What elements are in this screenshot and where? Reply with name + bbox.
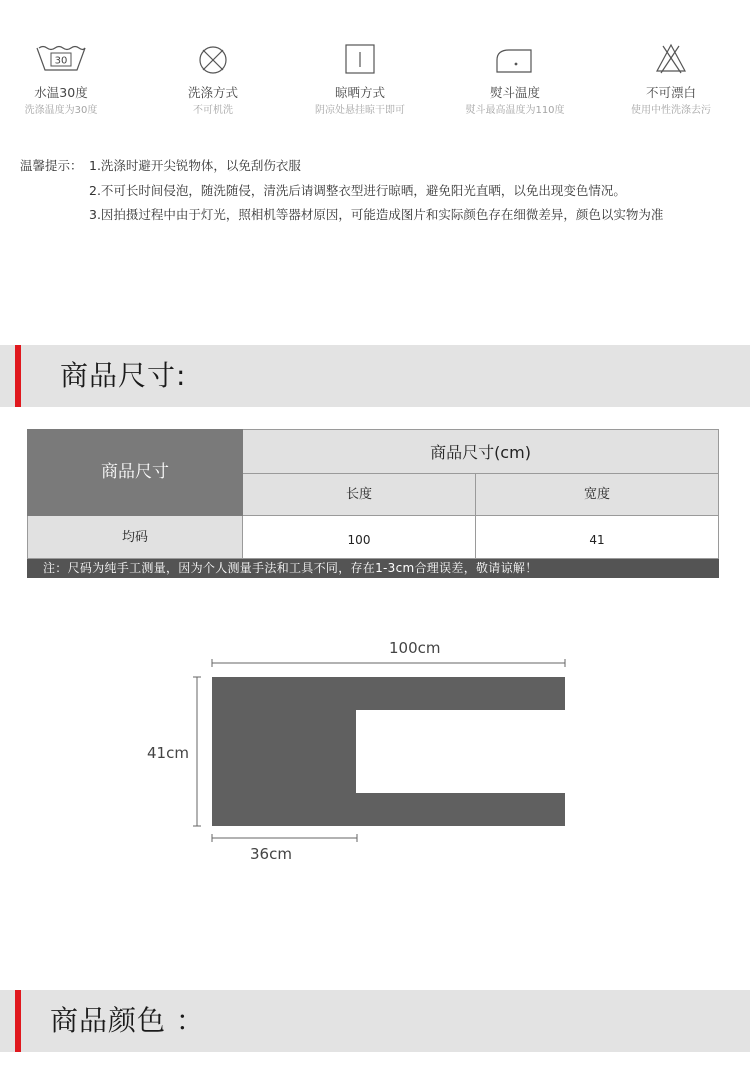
- care-item-iron: [440, 40, 590, 117]
- table-row-header: 商品尺寸: [27, 429, 243, 516]
- care-subtitle: 熨斗最高温度为110度: [465, 105, 565, 116]
- care-title: 洗涤方式: [187, 85, 238, 100]
- width-label: 100cm: [389, 639, 441, 657]
- height-label: 41cm: [147, 744, 189, 762]
- tips-heading: 温馨提示：: [20, 158, 83, 173]
- care-item-bleach: [596, 40, 746, 117]
- care-subtitle: 洗涤温度为30度: [24, 105, 98, 116]
- care-title: 熨斗温度: [489, 85, 540, 100]
- table-cell: 100: [243, 516, 476, 559]
- tips-line: 1.洗涤时避开尖锐物体，以免刮伤衣服: [89, 158, 301, 173]
- section-header-color: [0, 990, 750, 1052]
- size-diagram-shape: [0, 620, 750, 880]
- care-title: 水温30度: [34, 85, 88, 100]
- care-subtitle: 阴凉处悬挂晾干即可: [315, 105, 405, 116]
- section-title: 商品尺寸:: [60, 359, 187, 392]
- size-table: [27, 429, 719, 559]
- accent-stripe: [15, 990, 21, 1052]
- inner-width-label: 36cm: [250, 845, 292, 863]
- section-title: 商品颜色 ：: [50, 1004, 205, 1037]
- table-row-label: 均码: [27, 516, 243, 559]
- care-item-drying: [285, 40, 435, 117]
- table-column-header: 宽度: [476, 474, 719, 516]
- care-subtitle: 不可机洗: [193, 105, 233, 116]
- care-subtitle: 使用中性洗涤去污: [631, 105, 711, 116]
- drip-dry-icon: [330, 40, 390, 74]
- table-group-header: 商品尺寸(cm): [243, 429, 719, 474]
- tips-line: 3.因拍摄过程中由于灯光，照相机等器材原因，可能造成图片和实际颜色存在细微差异，颜色以实物为准: [89, 207, 664, 222]
- accent-stripe: [15, 345, 21, 407]
- table-column-header: 长度: [243, 474, 476, 516]
- table-note: 注：尺码为纯手工测量，因为个人测量手法和工具不同，存在1-3cm合理误差，敬请谅解！: [27, 559, 719, 578]
- section-header-size: [0, 345, 750, 407]
- wash-30-icon: [31, 40, 91, 74]
- iron-icon: [485, 40, 545, 74]
- care-title: 不可漂白: [645, 85, 696, 100]
- care-item-wash-method: [138, 40, 288, 117]
- care-item-water-temp: [0, 40, 136, 117]
- wash-temp-label: 30: [54, 55, 68, 67]
- table-cell: 41: [476, 516, 719, 559]
- care-title: 晾晒方式: [334, 85, 385, 100]
- no-machine-wash-icon: [183, 40, 243, 74]
- tips-line: 2.不可长时间侵泡，随洗随侵，清洗后请调整衣型进行晾晒，避免阳光直晒，以免出现变色情况。: [89, 183, 626, 198]
- no-bleach-icon: [641, 40, 701, 74]
